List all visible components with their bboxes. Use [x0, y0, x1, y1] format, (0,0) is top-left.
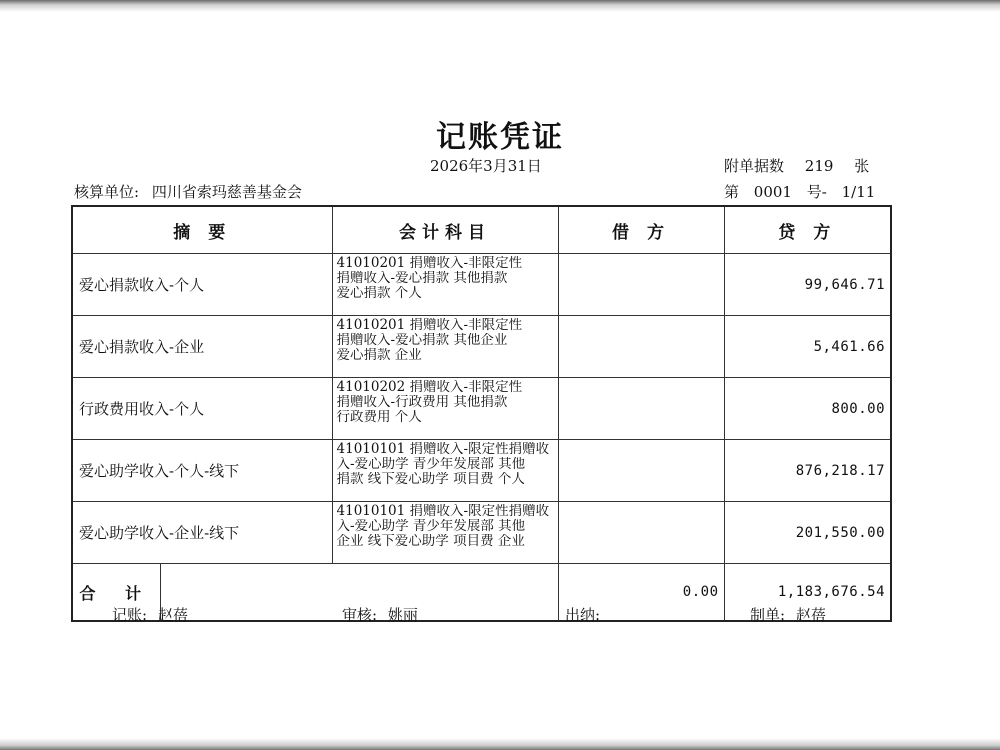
row-summary: 爱心助学收入-企业-线下 — [72, 502, 332, 564]
row-credit: 876,218.17 — [724, 440, 891, 502]
subject-line: 捐赠收入-行政费用 其他捐款 — [336, 395, 508, 410]
cashier-sign — [565, 604, 612, 625]
preparer-name: 赵蓓 — [795, 606, 826, 624]
reviewer-sign — [342, 604, 424, 625]
bookkeeper-name: 赵蓓 — [157, 606, 188, 624]
total-debit: 0.00 — [558, 564, 724, 622]
paper-edge-bottom — [0, 738, 1000, 750]
subject-line: 41010101 捐赠收入-限定性捐赠收 — [336, 442, 550, 457]
accounting-unit-label: 核算单位: — [74, 183, 140, 201]
header-subject: 会计科目 — [332, 206, 558, 254]
bookkeeper-sign — [112, 604, 194, 625]
table-row — [72, 378, 891, 440]
row-subject — [332, 316, 558, 378]
row-credit: 800.00 — [724, 378, 891, 440]
cashier-label: 出纳: — [565, 606, 601, 624]
subject-line: 企业 线下爱心助学 项目费 企业 — [336, 534, 525, 549]
subject-line: 入-爱心助学 青少年发展部 其他 — [336, 519, 526, 534]
table-row — [72, 316, 891, 378]
subject-line: 爱心捐款 个人 — [336, 286, 422, 301]
accounting-unit-name: 四川省索玛慈善基金会 — [151, 183, 302, 201]
row-debit — [558, 440, 724, 502]
row-summary: 爱心捐款收入-个人 — [72, 254, 332, 316]
row-summary: 爱心捐款收入-企业 — [72, 316, 332, 378]
subject-line: 捐赠收入-爱心捐款 其他企业 — [336, 333, 508, 348]
paper-edge-top — [0, 0, 1000, 12]
row-debit — [558, 502, 724, 564]
row-debit — [558, 254, 724, 316]
attachment-number: 219 — [804, 157, 834, 175]
table-row — [72, 502, 891, 564]
preparer-label: 制单: — [750, 606, 786, 624]
subject-line: 41010202 捐赠收入-非限定性 — [336, 380, 523, 395]
row-subject — [332, 378, 558, 440]
row-debit — [558, 316, 724, 378]
subject-line: 41010201 捐赠收入-非限定性 — [336, 256, 523, 271]
row-summary: 爱心助学收入-个人-线下 — [72, 440, 332, 502]
subject-line: 41010101 捐赠收入-限定性捐赠收 — [336, 504, 550, 519]
subject-line: 捐款 线下爱心助学 项目费 个人 — [336, 472, 525, 487]
row-subject — [332, 502, 558, 564]
voucher-page: 1/11 — [841, 183, 876, 201]
subject-line: 行政费用 个人 — [336, 410, 422, 425]
voucher-number-suffix: 号- — [806, 183, 827, 201]
voucher-table — [71, 205, 892, 622]
row-credit: 5,461.66 — [724, 316, 891, 378]
table-row — [72, 254, 891, 316]
voucher-title: 记账凭证 — [436, 120, 564, 155]
row-subject — [332, 254, 558, 316]
row-credit: 201,550.00 — [724, 502, 891, 564]
row-subject — [332, 440, 558, 502]
subject-line: 入-爱心助学 青少年发展部 其他 — [336, 457, 526, 472]
bookkeeper-label: 记账: — [112, 606, 148, 624]
subject-line: 爱心捐款 企业 — [336, 348, 422, 363]
accounting-unit — [74, 181, 310, 202]
reviewer-name: 姚丽 — [387, 606, 418, 624]
voucher-number-prefix: 第 — [724, 183, 740, 201]
preparer-sign — [750, 604, 832, 625]
row-debit — [558, 378, 724, 440]
subject-line: 捐赠收入-爱心捐款 其他捐款 — [336, 271, 508, 286]
voucher-number-value: 0001 — [753, 183, 792, 201]
voucher-date: 2026年3月31日 — [430, 157, 542, 175]
subject-line: 41010201 捐赠收入-非限定性 — [336, 318, 523, 333]
row-summary: 行政费用收入-个人 — [72, 378, 332, 440]
total-label: 合 计 — [72, 564, 160, 622]
total-credit: 1,183,676.54 — [724, 564, 891, 622]
reviewer-label: 审核: — [342, 606, 378, 624]
table-row — [72, 440, 891, 502]
table-header-row — [72, 206, 891, 254]
header-summary: 摘 要 — [72, 206, 332, 254]
attachment-unit: 张 — [854, 157, 870, 175]
attachment-label: 附单据数 — [724, 157, 785, 175]
attachment-count — [724, 155, 879, 176]
voucher-number — [724, 181, 885, 202]
header-debit: 借 方 — [558, 206, 724, 254]
row-credit: 99,646.71 — [724, 254, 891, 316]
header-credit: 贷 方 — [724, 206, 891, 254]
